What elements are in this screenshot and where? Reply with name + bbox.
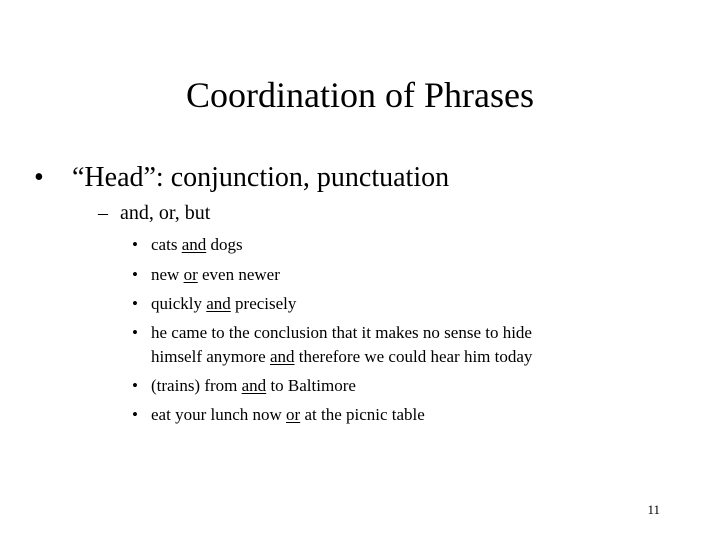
example-bullet: • (132, 376, 138, 395)
example-text: eat your lunch now or at the picnic table (151, 405, 425, 424)
page-number: 11 (647, 502, 660, 517)
dash-marker: – (98, 202, 108, 224)
example-bullet: • (132, 235, 138, 254)
sub-bullet-text: and, or, but (120, 202, 211, 224)
conjunction-underlined: or (286, 405, 301, 424)
example-text: quickly and precisely (151, 294, 297, 313)
bullet-marker: • (34, 162, 44, 193)
example-text-line2: himself anymore and therefore we could hear him today (151, 347, 533, 366)
example-text: (trains) from and to Baltimore (151, 376, 356, 395)
conjunction-underlined: and (181, 235, 207, 254)
conjunction-underlined: and (269, 347, 295, 366)
example-bullet: • (132, 265, 138, 284)
example-text-line1: he came to the conclusion that it makes no sense to hide (151, 323, 532, 342)
conjunction-underlined: or (183, 265, 198, 284)
example-text: cats and dogs (151, 235, 243, 254)
example-bullet: • (132, 294, 138, 313)
slide-title: Coordination of Phrases (186, 75, 534, 115)
example-text: new or even newer (151, 265, 280, 284)
conjunction-underlined: and (206, 294, 231, 313)
example-bullet: • (132, 405, 138, 424)
conjunction-underlined: and (241, 376, 267, 395)
example-bullet: • (132, 323, 138, 342)
bullet-head-text: “Head”: conjunction, punctuation (72, 162, 450, 193)
